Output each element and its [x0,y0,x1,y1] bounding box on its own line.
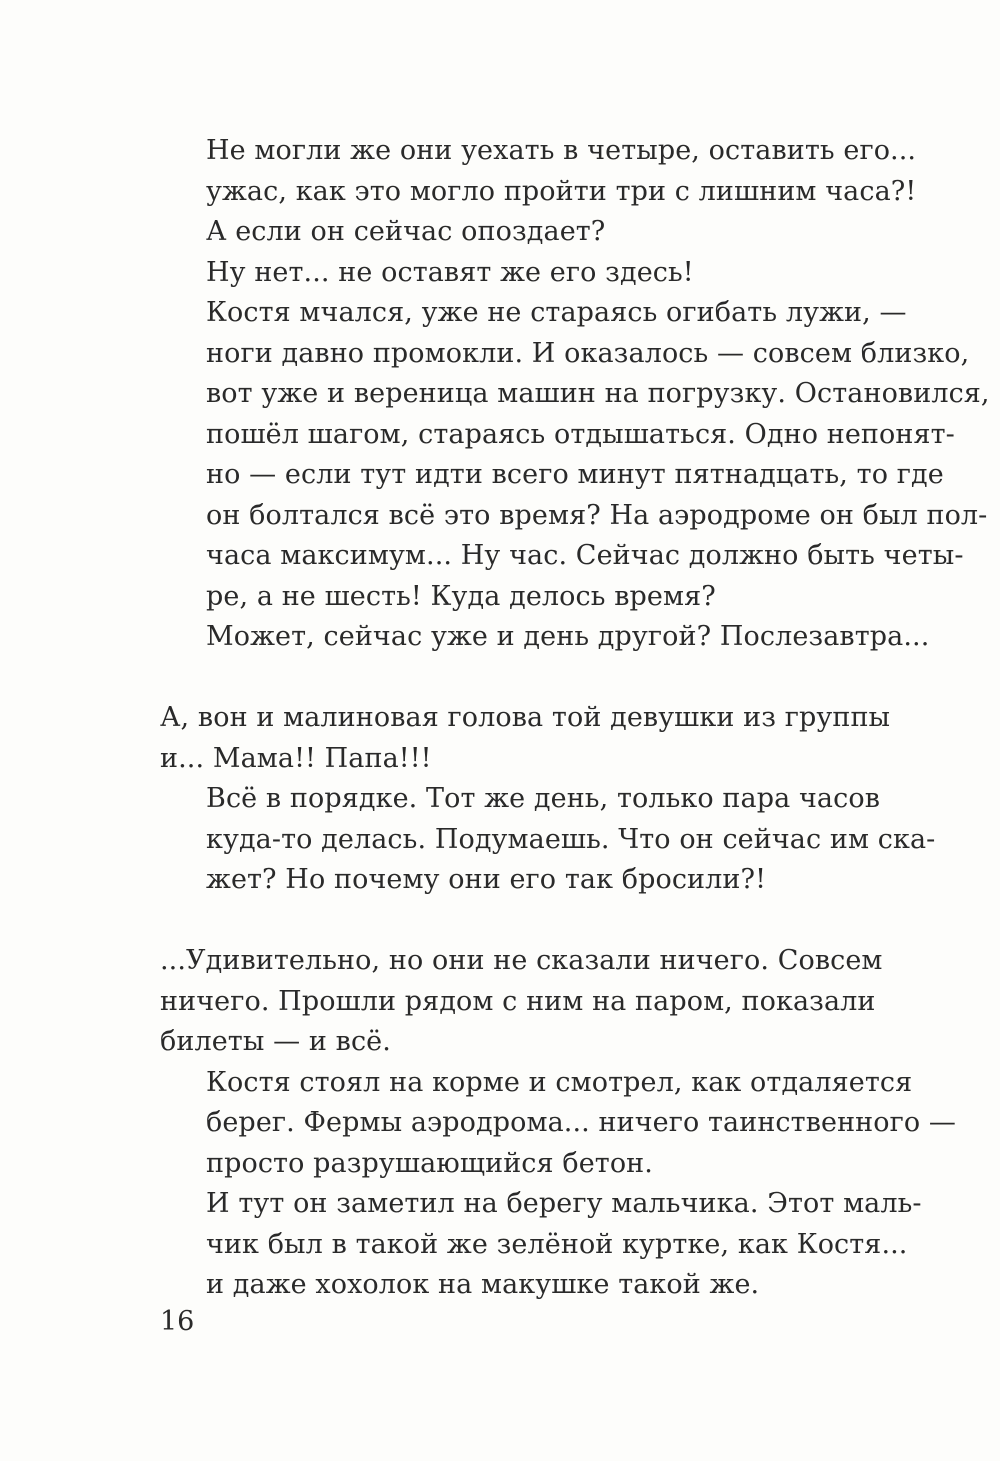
body-text [160,131,990,1306]
text-line: и... Мама!! Папа!!! [160,742,432,774]
paragraph [160,698,920,779]
text-line: Костя стоял на корме и смотрел, как отдаляется [206,1066,913,1098]
page-number: 16 [160,1306,195,1337]
paragraph [160,617,930,658]
text-line: А, вон и малиновая голова той девушки из группы [160,702,891,733]
text-line: ужас, как это могло пройти три с лишним часа?! [206,175,917,207]
paragraph [160,212,920,253]
paragraph [160,131,920,212]
text-line: Может, сейчас уже и день другой? Послезавтра... [206,621,930,652]
text-line: А если он сейчас опоздает? [206,216,606,247]
paragraph [160,1063,957,1185]
text-line: и даже хохолок на макушке такой же. [206,1269,760,1300]
text-line: Не могли же они уехать в четыре, оставить его... [206,135,917,166]
paragraph [160,779,936,901]
text-line: И тут он заметил на берегу мальчика. Этот маль- [206,1188,922,1219]
text-line: Всё в порядке. Тот же день, только пара часов [206,783,881,814]
text-line: куда-то делась. Подумаешь. Что он сейчас им ска- [206,823,936,855]
text-line: просто разрушающийся бетон. [206,1147,653,1179]
text-line: чик был в такой же зелёной куртке, как Костя... [206,1228,908,1260]
text-line: ...Удивительно, но они не сказали ничего. Совсем [160,945,883,976]
text-line: ре, а не шесть! Куда делось время? [206,580,716,612]
paragraph [160,293,990,617]
paragraph [160,1184,920,1306]
text-line: вот уже и вереница машин на погрузку. Остановился, [206,378,990,409]
paragraph [160,253,920,294]
text-line: берег. Фермы аэродрома... ничего таинственного — [206,1107,957,1138]
text-line: билеты — и всё. [160,1026,391,1057]
text-line: жет? Но почему они его так бросили?! [206,864,767,895]
text-line: ничего. Прошли рядом с ним на паром, показали [160,985,876,1017]
text-line: пошёл шагом, стараясь отдышаться. Одно непонят- [206,418,955,450]
text-line: ноги давно промокли. И оказалось — совсем близко, [206,337,970,369]
paragraph [160,941,920,1063]
text-line: часа максимум... Ну час. Сейчас должно быть четы- [206,540,964,571]
text-line: Ну нет... не оставят же его здесь! [206,256,694,288]
text-line: но — если тут идти всего минут пятнадцать, то где [206,459,944,490]
text-line: Костя мчался, уже не стараясь огибать лужи, — [206,297,907,328]
text-line: он болтался всё это время? На аэродроме он был пол- [206,499,988,531]
